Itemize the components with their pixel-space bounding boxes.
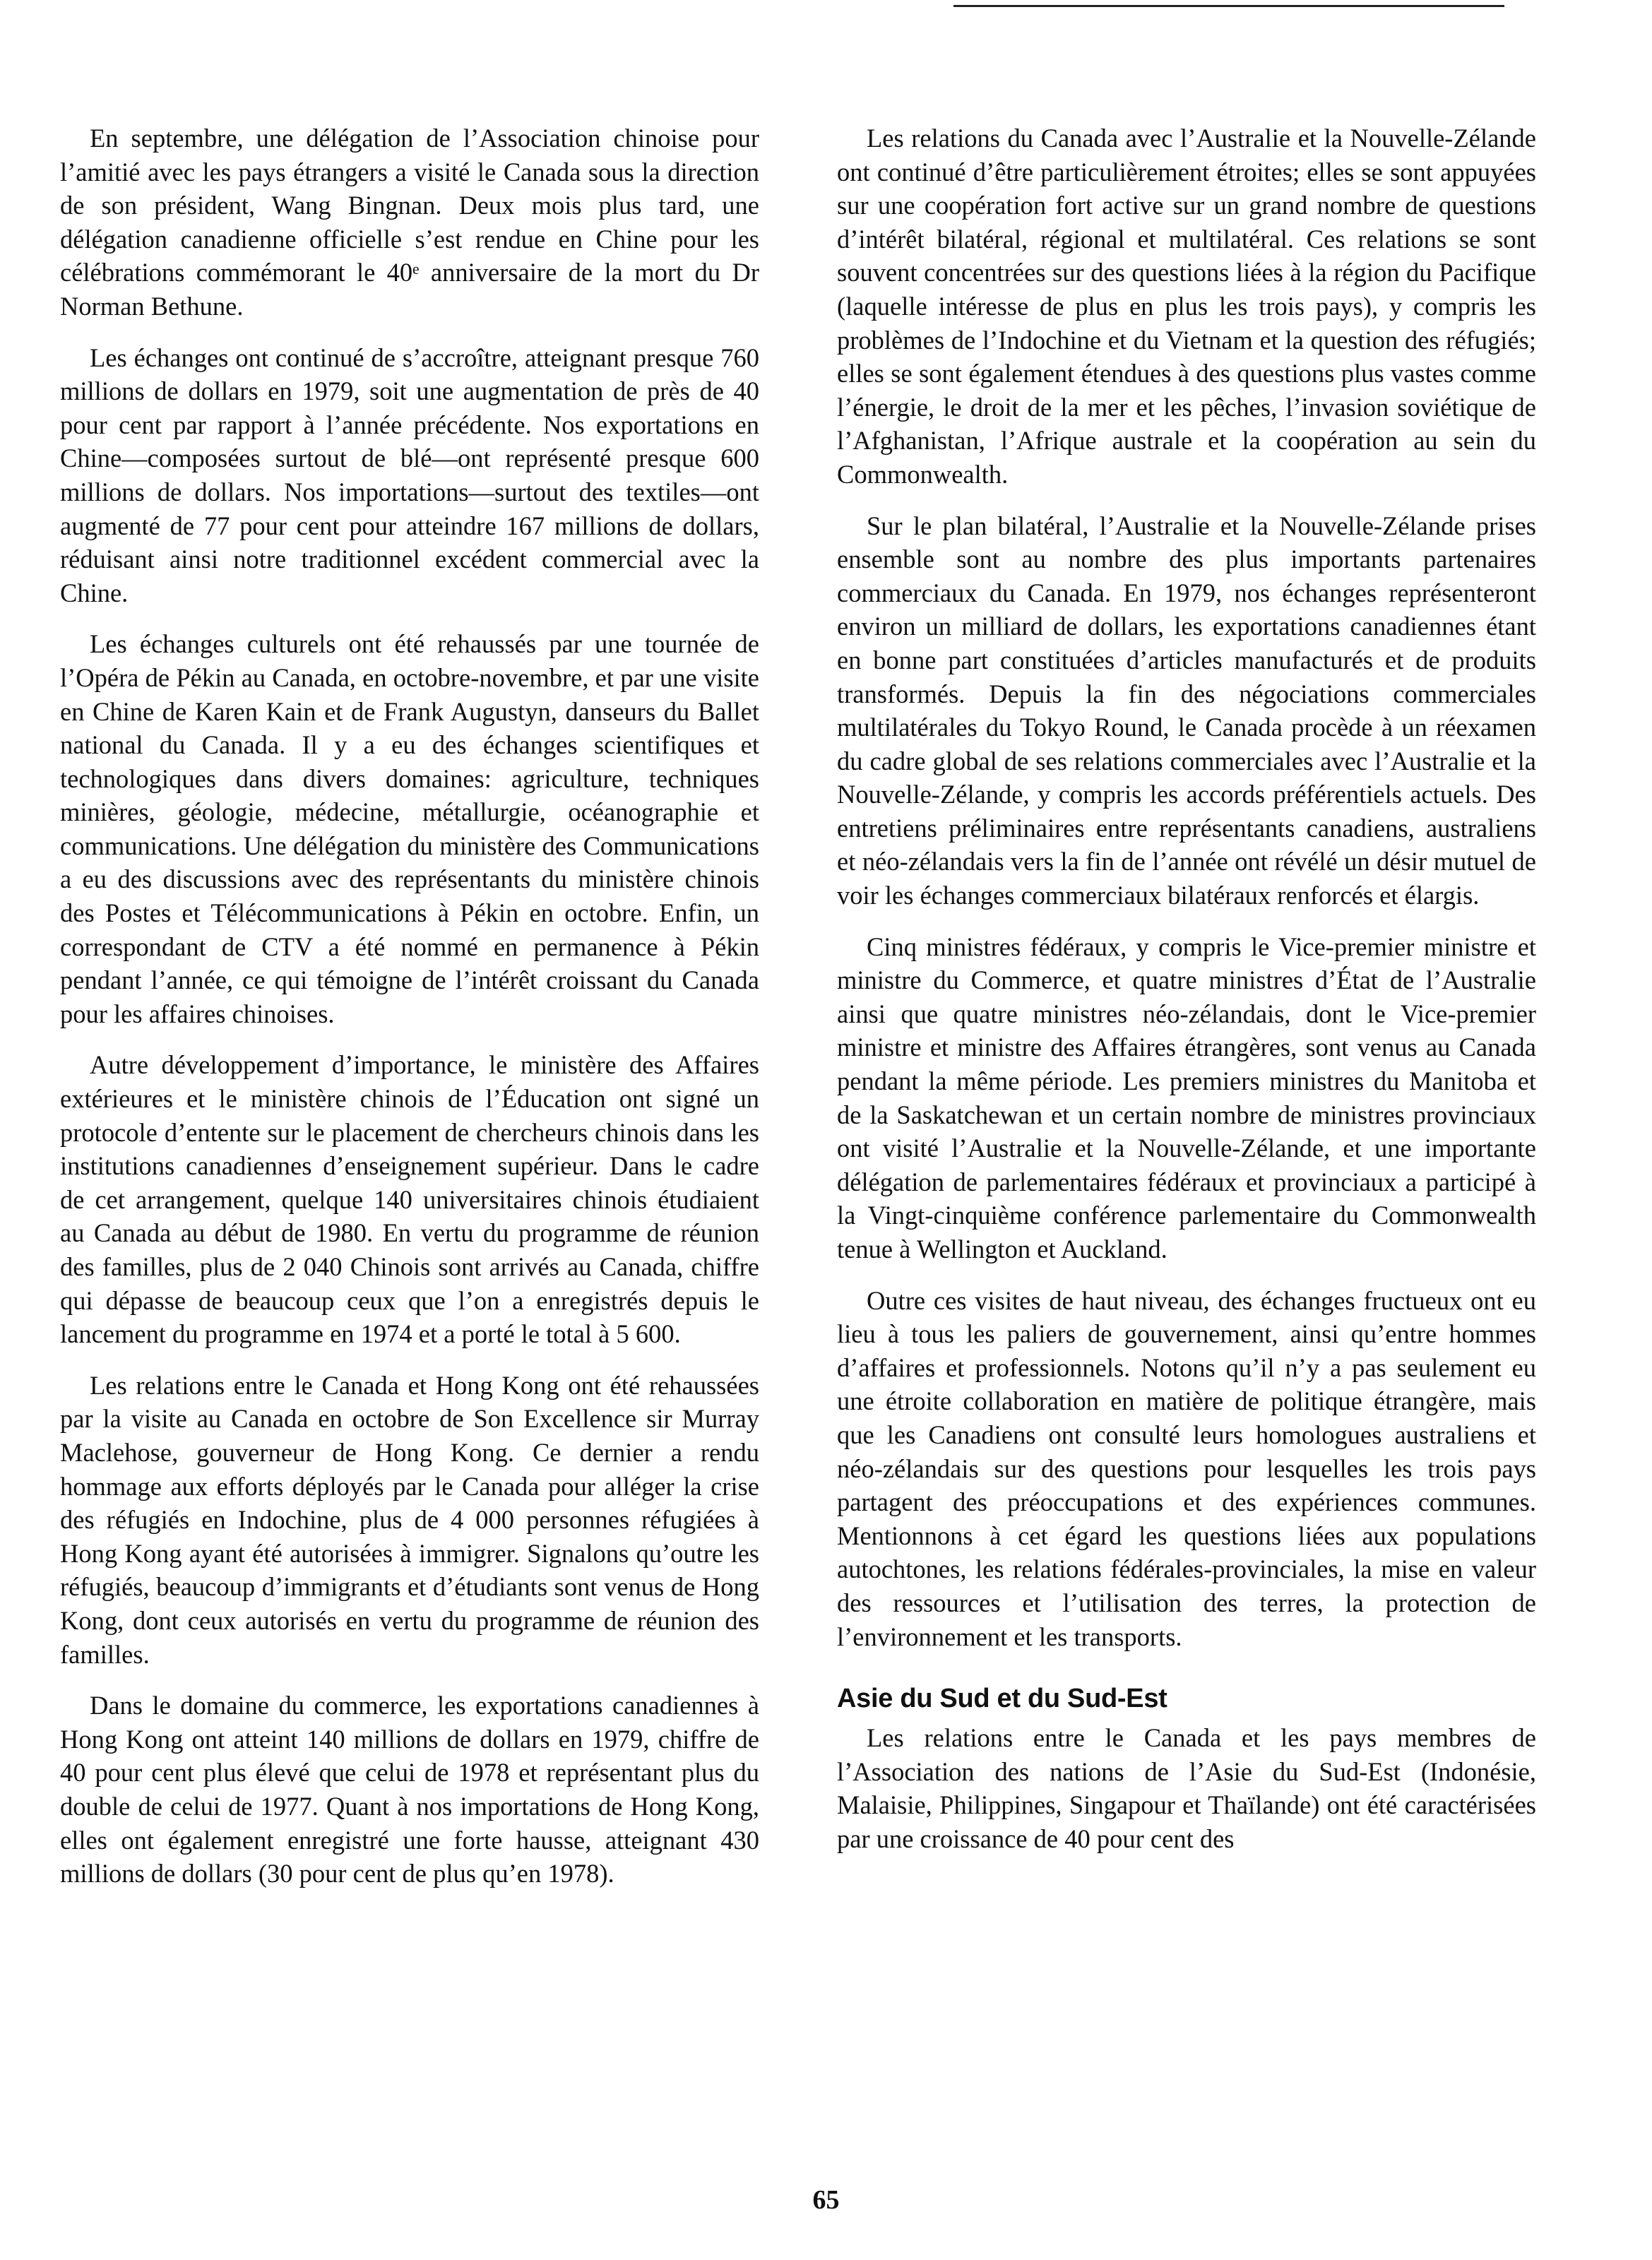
section-heading: Asie du Sud et du Sud-Est bbox=[837, 1684, 1167, 1714]
paragraph-exchanges: Outre ces visites de haut niveau, des échanges fructueux ont eu lieu à tous les paliers de gouvernement, ainsi qu’entre hommes d’affaires et professionnels. Notons qu’il n’y a pas seulement eu une étroite collaboration en matière de politique étrangère, mais que les Canadiens ont consulté leurs homologues australiens et néo-zélandais sur des questions pour lesquelles les trois pays partagent des préoccupations et des expériences communes. Mentionnons à cet égard les questions liées aux populations autochtones, les relations fédérales-provinciales, la mise en valeur des ressources et l’utilisation des terres, la protection de l’environnement et les transports. bbox=[837, 1285, 1536, 1651]
paragraph-hong-kong-trade: Dans le domaine du commerce, les exportations canadiennes à Hong Kong ont atteint 140 millions de dollars en 1979, chiffre de 40 pour cent plus élevé que celui de 1978 et représentant plus du double de celui de 1977. Quant à nos importations de Hong Kong, elles ont également enregistré une forte hausse, atteignant 430 millions de dollars (30 pour cent de plus qu’en 1978). bbox=[60, 1691, 759, 1889]
paragraph-hong-kong-relations: Les relations entre le Canada et Hong Kong ont été rehaussées par la visite au Canada en octobre de Son Excellence sir Murray Maclehose, gouverneur de Hong Kong. Ce dernier a rendu hommage aux efforts déployés par le Canada pour alléger la crise des réfugiés en Indochine, plus de 4 000 personnes réfugiées à Hong Kong ayant été autorisées à immigrer. Signalons qu’outre les réfugiés, beaucoup d’immigrants et d’étudiants sont venus de Hong Kong, dont ceux autorisés en vertu du programme de réunion des familles. bbox=[60, 1370, 759, 1669]
paragraph-asean-relations: Les relations entre le Canada et les pays membres de l’Association des nations de l’Asie du Sud-Est (Indonésie, Malaisie, Philippines, Singapour et Thaïlande) ont été caractérisées par une croissance de 40 pour cent des bbox=[837, 1723, 1536, 1853]
right-column bbox=[837, 121, 1536, 1874]
left-column bbox=[60, 121, 759, 1908]
paragraph-australia-nz-relations: Les relations du Canada avec l’Australie et la Nouvelle-Zélande ont continué d’être particulièrement étroites; elles se sont appuyées sur une coopération fort active sur un grand nombre de questions d’intérêt bilatéral, régional et multilatéral. Ces relations se sont souvent concentrées sur des questions liées à la région du Pacifique (laquelle intéresse de plus en plus les trois pays), y compris les problèmes de l’Indochine et du Vietnam et la question des réfugiés; elles se sont également étendues à des questions plus vastes comme l’énergie, le droit de la mer et les pêches, l’invasion soviétique de l’Afghanistan, l’Afrique australe et la coopération au sein du Commonwealth. bbox=[837, 124, 1536, 489]
top-rule bbox=[953, 5, 1504, 7]
paragraph-cultural-exchanges: Les échanges culturels ont été rehaussés par une tournée de l’Opéra de Pékin au Canada, en octobre-novembre, et par une visite en Chine de Karen Kain et de Frank Augustyn, danseurs du Ballet national du Canada. Il y a eu des échanges scientifiques et technologiques dans divers domaines: agriculture, techniques minières, géologie, médecine, métallurgie, océanographie et communications. Une délégation du ministère des Communications a eu des discussions avec des représentants du ministère chinois des Postes et Télécommunications à Pékin en octobre. Enfin, un correspondant de CTV a été nommé en permanence à Pékin pendant l’année, ce qui témoigne de l’intérêt croissant du Canada pour les affaires chinoises. bbox=[60, 629, 759, 1028]
paragraph-ministerial-visits: Cinq ministres fédéraux, y compris le Vice-premier ministre et ministre du Commerce, et quatre ministres d’État de l’Australie ainsi que quatre ministres néo-zélandais, dont le Vice-premier ministre et ministre des Affaires étrangères, sont venus au Canada pendant la même période. Les premiers ministres du Manitoba et de la Saskatchewan et un certain nombre de ministres provinciaux ont visité l’Australie et la Nouvelle-Zélande, et une importante délégation de parlementaires fédéraux et provinciaux a participé à la Vingt-cinquième conférence parlementaire du Commonwealth tenue à Wellington et Auckland. bbox=[837, 932, 1536, 1263]
paragraph-education-protocol: Autre développement d’importance, le ministère des Affaires extérieures et le ministère chinois de l’Éducation ont signé un protocole d’entente sur le placement de chercheurs chinois dans les institutions canadiennes d’enseignement supérieur. Dans le cadre de cet arrangement, quelque 140 universitaires chinois étudiaient au Canada au début de 1980. En vertu du programme de réunion des familles, plus de 2 040 Chinois sont arrivés au Canada, chiffre qui dépasse de beaucoup ceux que l’on a enregistrés depuis le lancement du programme en 1974 et a porté le total à 5 600. bbox=[60, 1050, 759, 1349]
paragraph-trade-china: Les échanges ont continué de s’accroître, atteignant presque 760 millions de dollars en 1979, soit une augmentation de près de 40 pour cent par rapport à l’année précédente. Nos exportations en Chine—composées surtout de blé—ont représenté presque 600 millions de dollars. Nos importations—surtout des textiles—ont augmenté de 77 pour cent pour atteindre 167 millions de dollars, réduisant ainsi notre traditionnel excédent commercial avec la Chine. bbox=[60, 343, 759, 607]
paragraph-bilateral-trade: Sur le plan bilatéral, l’Australie et la Nouvelle-Zélande prises ensemble sont au nombre des plus importants partenaires commerciaux du Canada. En 1979, nos échanges représenteront environ un milliard de dollars, les exportations canadiennes étant en bonne part constituées d’articles manufacturés et de produits transformés. Depuis la fin des négociations commerciales multilatérales du Tokyo Round, le Canada procède à un réexamen du cadre global de ses relations commerciales avec l’Australie et la Nouvelle-Zélande, y compris les accords préférentiels actuels. Des entretiens préliminaires entre représentants canadiens, australiens et néo-zélandais vers la fin de l’année ont révélé un désir mutuel de voir les échanges commerciaux bilatéraux renforcés et élargis. bbox=[837, 511, 1536, 910]
paragraph-chinese-delegation: En septembre, une délégation de l’Association chinoise pour l’amitié avec les pays étrangers a visité le Canada sous la direction de son président, Wang Bingnan. Deux mois plus tard, une délégation canadienne officielle s’est rendue en Chine pour les célébrations commémorant le 40ᵉ anniversaire de la mort du Dr Norman Bethune. bbox=[60, 124, 759, 321]
page-number: 65 bbox=[812, 2185, 840, 2215]
